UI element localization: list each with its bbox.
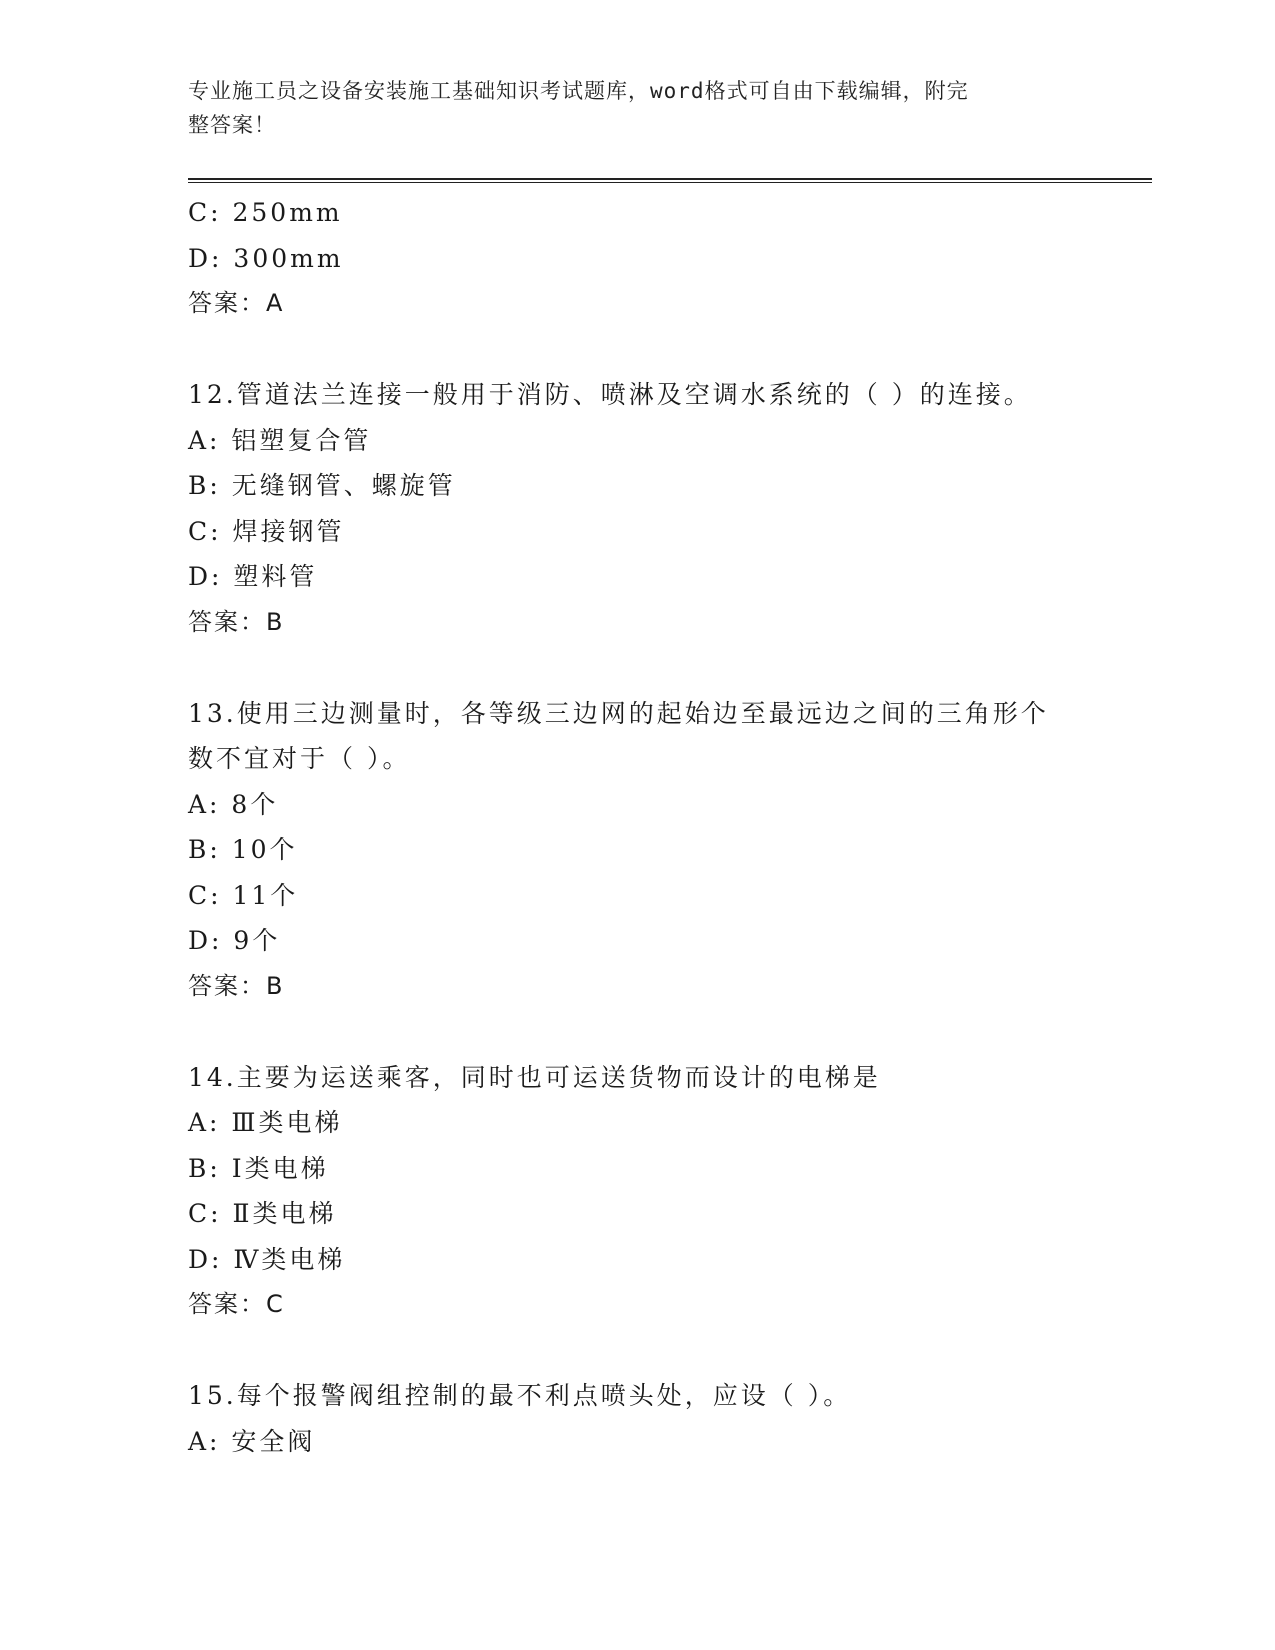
option-b: B: Ⅰ类电梯 xyxy=(188,1153,329,1183)
answer-line: 答案：B xyxy=(188,971,285,1000)
answer-line: 答案：A xyxy=(188,289,285,317)
question-text: 15.每个报警阀组控制的最不利点喷头处，应设（ ）。 xyxy=(188,1381,852,1410)
option-c: C: 11个 xyxy=(188,880,299,910)
header-divider-thin xyxy=(188,182,1152,183)
header-divider-thick xyxy=(188,178,1152,180)
option-d: D: 塑料管 xyxy=(188,562,318,591)
option-a: A: 8个 xyxy=(188,789,279,819)
option-c: C: Ⅱ类电梯 xyxy=(188,1199,337,1228)
option-b: B: 无缝钢管、螺旋管 xyxy=(188,471,456,500)
answer-line: 答案：C xyxy=(188,1290,285,1318)
question-text: 12.管道法兰连接一般用于消防、喷淋及空调水系统的（ ）的连接。 xyxy=(188,380,1032,409)
answer-line: 答案：B xyxy=(188,607,285,636)
document-header xyxy=(188,74,1068,142)
option-a: A: 安全阀 xyxy=(188,1426,316,1456)
option-d: D: 9个 xyxy=(188,926,281,955)
option-d: D: Ⅳ类电梯 xyxy=(188,1244,346,1274)
option-c: C: 250mm xyxy=(188,198,343,227)
question-list xyxy=(188,190,1088,1464)
option-a: A: 铝塑复合管 xyxy=(188,425,372,455)
header-line-1: 专业施工员之设备安装施工基础知识考试题库，word格式可自由下载编辑，附完 xyxy=(188,79,969,103)
option-c: C: 焊接钢管 xyxy=(188,516,345,546)
option-d: D: 300mm xyxy=(188,243,344,273)
previous-question-tail xyxy=(188,190,1088,327)
option-a: A: Ⅲ类电梯 xyxy=(188,1108,343,1137)
option-b: B: 10个 xyxy=(188,835,298,864)
question-14 xyxy=(188,1055,1088,1328)
question-13 xyxy=(188,691,1088,1010)
question-text-continued: 数不宜对于（ ）。 xyxy=(188,744,411,773)
header-line-2: 整答案！ xyxy=(188,113,276,137)
question-text: 14.主要为运送乘客，同时也可运送货物而设计的电梯是 xyxy=(188,1062,881,1092)
question-text: 13.使用三边测量时，各等级三边网的起始边至最远边之间的三角形个 xyxy=(188,698,1049,728)
question-15 xyxy=(188,1373,1088,1464)
question-12 xyxy=(188,372,1088,645)
